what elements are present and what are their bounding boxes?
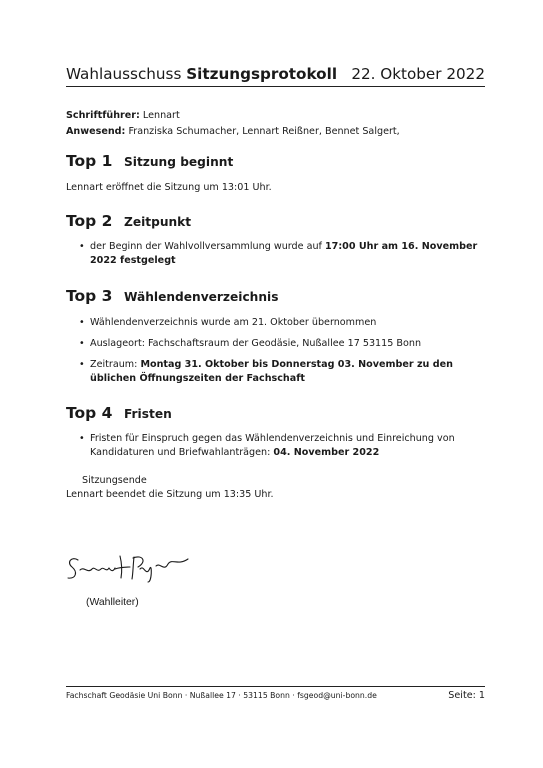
meta-block xyxy=(66,108,400,139)
list-item: • Auslageort: Fachschaftsraum der Geodäsie, Nußallee 17 53115 Bonn xyxy=(79,338,422,349)
section-title: Wählendenverzeichnis xyxy=(124,290,279,304)
closing-label: Sitzungsende xyxy=(82,475,147,486)
list-item: • Zeitraum: Montag 31. Oktober bis Donnerstag 03. November zu den üblichen Öffnungszeiten der Fachschaft xyxy=(79,359,453,384)
recorder-label: Schriftführer: xyxy=(66,110,140,121)
section-title: Sitzung beginnt xyxy=(124,155,234,169)
page-number: Seite: 1 xyxy=(448,690,485,701)
bullet-list xyxy=(66,432,491,460)
section-number: Top 4 xyxy=(66,404,113,422)
header-divider xyxy=(66,86,485,87)
list-item: • Wählendenverzeichnis wurde am 21. Oktober übernommen xyxy=(79,317,377,328)
present-names: Franziska Schumacher, Lennart Reißner, Bennet Salgert, xyxy=(128,125,400,137)
section-text: Lennart eröffnet die Sitzung um 13:01 Uhr. xyxy=(66,182,272,193)
closing-text: Lennart beendet die Sitzung um 13:35 Uhr. xyxy=(66,489,274,500)
recorder-name: Lennart xyxy=(142,110,180,121)
recorder-line xyxy=(66,108,400,124)
section-top-2 xyxy=(66,212,491,268)
section-title: Zeitpunkt xyxy=(124,215,192,229)
section-number: Top 1 xyxy=(66,152,113,170)
document-header xyxy=(66,64,485,84)
document-date: 22. Oktober 2022 xyxy=(351,65,485,83)
closing-block xyxy=(66,474,274,502)
signature-caption: (Wahlleiter) xyxy=(86,597,139,608)
title-bold: Sitzungsprotokoll xyxy=(186,65,338,83)
footer-address: Fachschaft Geodäsie Uni Bonn · Nußallee 17 · 53115 Bonn · fsgeod@uni-bonn.de xyxy=(66,691,377,700)
section-title: Fristen xyxy=(124,407,172,421)
section-heading xyxy=(66,212,491,230)
section-heading xyxy=(66,404,491,422)
list-item: • Fristen für Einspruch gegen das Wählendenverzeichnis und Einreichung von Kandidaturen und Briefwahlanträgen: 04. November 2022 xyxy=(79,433,455,458)
section-heading xyxy=(66,287,491,305)
document-title xyxy=(66,64,337,84)
section-top-4 xyxy=(66,404,491,460)
bullet-list xyxy=(66,240,491,268)
present-line xyxy=(66,124,400,140)
bullet-list xyxy=(66,316,491,386)
handwritten-signature xyxy=(64,552,194,590)
list-item: • der Beginn der Wahlvollversammlung wurde auf 17:00 Uhr am 16. November 2022 festgelegt xyxy=(79,241,478,266)
page-footer xyxy=(66,690,485,701)
title-prefix: Wahlausschuss xyxy=(66,65,182,83)
footer-divider xyxy=(66,686,485,687)
section-top-3 xyxy=(66,287,491,386)
section-heading xyxy=(66,152,491,170)
present-label: Anwesend: xyxy=(66,125,126,137)
section-number: Top 3 xyxy=(66,287,113,305)
section-top-1 xyxy=(66,152,491,195)
section-number: Top 2 xyxy=(66,212,113,230)
